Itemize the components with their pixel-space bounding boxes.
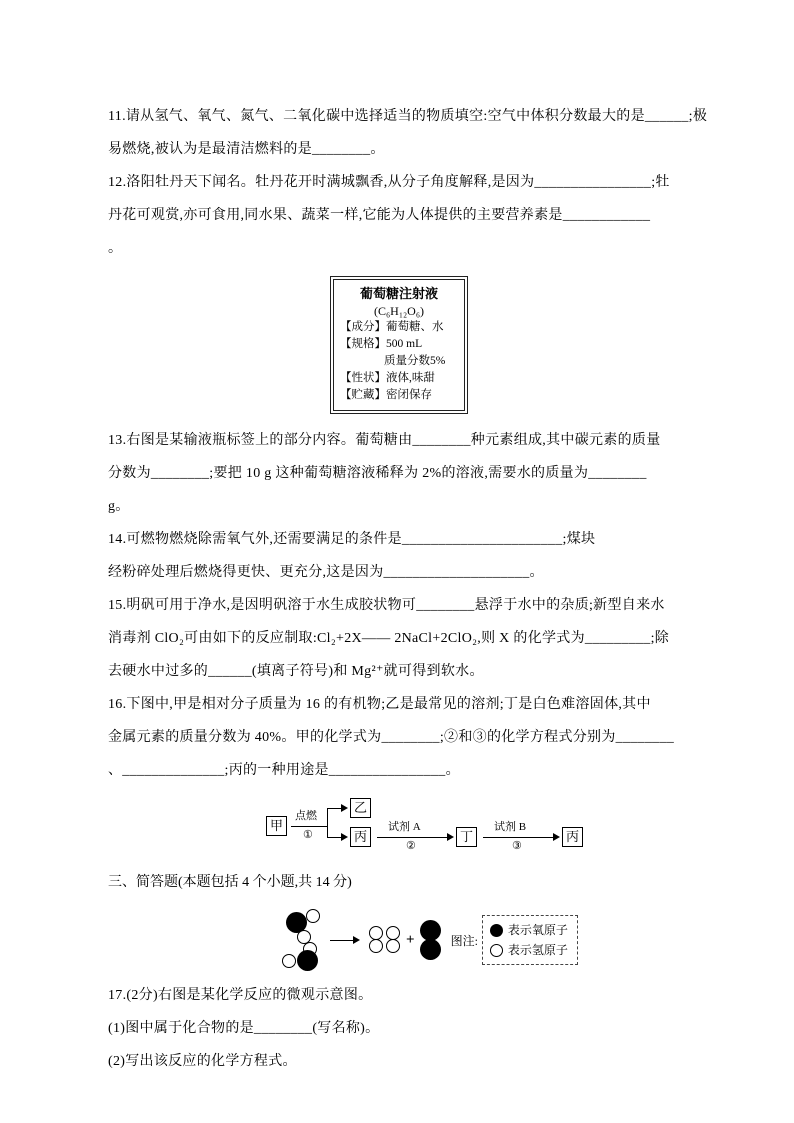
- glucose-label-row-concentration: 质量分数5%: [384, 355, 446, 367]
- legend-oxygen-text: 表示氧原子: [507, 923, 568, 937]
- reaction-arrow-icon: [330, 935, 360, 945]
- flow-arrowhead-yi: [341, 804, 348, 812]
- reaction-arrow-line: [330, 940, 354, 941]
- flow-box-yi: 乙: [350, 798, 371, 818]
- legend-row-hydrogen: [490, 940, 568, 960]
- flow-arrowhead-ding: [447, 833, 454, 841]
- question-16-line-2: 金属元素的质量分数为 40%。甲的化学式为________;②和③的化学方程式分别为________: [108, 730, 675, 745]
- product-hydrogen-molecules: [368, 925, 401, 955]
- flow-branch-line: [327, 808, 328, 837]
- glucose-label-card: [333, 279, 465, 411]
- oxygen-atom-icon: [420, 939, 441, 960]
- legend-caption: 图注:: [450, 933, 478, 948]
- question-17-line-3: (2)写出该反应的化学方程式。: [108, 1054, 297, 1069]
- product-oxygen-molecule: [420, 920, 441, 960]
- micro-reaction-diagram: [280, 907, 690, 973]
- oxygen-atom-legend-icon: [490, 924, 503, 937]
- question-14-line-2: 经粉碎处理后燃烧得更快、更充分,这是因为____________________。: [108, 565, 544, 580]
- question-15-line-2: 消毒剂 ClO₂可由如下的反应制取:Cl₂+2X—— 2NaCl+2ClO₂,则 X 的化学式为_________;除: [108, 631, 670, 646]
- glucose-label-figure: [108, 276, 690, 414]
- hydrogen-atom-icon: [369, 939, 383, 953]
- flow-box-ding: 丁: [456, 827, 477, 847]
- flow-line-ignite: [291, 826, 327, 827]
- question-14: [108, 523, 690, 589]
- question-13-line-2: 分数为________;要把 10 g 这种葡萄糖溶液稀释为 2%的溶液,需要水的质量为________: [108, 466, 647, 481]
- flow-line-to-bing: [327, 837, 342, 838]
- flow-line-to-yi: [327, 808, 342, 809]
- oxygen-atom-icon: [420, 920, 441, 941]
- substance-flow-diagram: [266, 799, 588, 857]
- question-15: [108, 589, 690, 688]
- legend-box: [482, 915, 578, 965]
- oxygen-atom-icon: [297, 950, 318, 971]
- glucose-label-title: 葡萄糖注射液: [359, 286, 438, 301]
- hydrogen-atom-icon: [369, 926, 383, 940]
- flow-line-reagent-a: [377, 837, 448, 838]
- legend-hydrogen-text: 表示氢原子: [507, 943, 568, 957]
- glucose-label-row-property: 【性状】液体,味甜: [340, 372, 435, 384]
- reactant-water-molecules: [280, 908, 326, 972]
- question-17-line-1: 17.(2分)右图是某化学反应的微观示意图。: [108, 988, 373, 1003]
- glucose-label-outer-border: [330, 276, 468, 414]
- question-12: [108, 166, 690, 265]
- glucose-label-row-ingredient: 【成分】葡萄糖、水: [340, 321, 444, 333]
- flow-box-bing-1: 丙: [350, 827, 371, 847]
- question-16: [108, 688, 690, 787]
- question-11-line-2: 易燃烧,被认为是最清洁燃料的是________。: [108, 142, 385, 157]
- glucose-label-row-storage: 【贮藏】密闭保存: [340, 389, 432, 401]
- section-3-header: 三、简答题(本题包括 4 个小题,共 14 分): [108, 875, 352, 890]
- question-13: [108, 424, 690, 523]
- question-15-line-1: 15.明矾可用于净水,是因明矾溶于水生成胶状物可________悬浮于水中的杂质;新型自来水: [108, 598, 665, 613]
- hydrogen-atom-icon: [282, 954, 296, 968]
- question-16-line-3: 、______________;丙的一种用途是________________。: [108, 763, 460, 778]
- flow-arrowhead-bing: [341, 833, 348, 841]
- question-17: [108, 979, 690, 1078]
- reaction-arrowhead: [353, 936, 360, 944]
- flow-label-ignite: 点燃: [295, 810, 317, 822]
- flow-label-reagent-b: 试剂 B: [494, 821, 527, 833]
- hydrogen-atom-icon: [306, 909, 320, 923]
- glucose-label-row-spec: 【规格】500 mL: [340, 338, 423, 350]
- question-12-line-2: 丹花可观赏,亦可食用,同水果、蔬菜一样,它能为人体提供的主要营养素是____________: [108, 208, 651, 223]
- question-17-line-2: (1)图中属于化合物的是________(写名称)。: [108, 1021, 380, 1036]
- question-13-line-3: g。: [108, 499, 130, 514]
- plus-sign: +: [406, 931, 415, 948]
- question-12-line-1: 12.洛阳牡丹天下闻名。牡丹花开时满城飘香,从分子角度解释,是因为________________;牡: [108, 175, 670, 190]
- flow-box-bing-2: 丙: [562, 827, 583, 847]
- hydrogen-atom-icon: [386, 939, 400, 953]
- flow-label-step-2: ②: [406, 840, 416, 852]
- question-14-line-1: 14.可燃物燃烧除需氧气外,还需要满足的条件是______________________;煤块: [108, 532, 596, 547]
- flow-arrowhead-bing-2: [553, 833, 560, 841]
- hydrogen-atom-legend-icon: [490, 944, 503, 957]
- question-11: [108, 100, 708, 166]
- flow-label-step-1: ①: [303, 829, 313, 841]
- flow-line-reagent-b: [483, 837, 554, 838]
- glucose-label-formula: (C₆H₁₂O₆): [373, 304, 425, 318]
- question-16-line-1: 16.下图中,甲是相对分子质量为 16 的有机物;乙是最常见的溶剂;丁是白色难溶固体,其中: [108, 697, 651, 712]
- question-13-line-1: 13.右图是某输液瓶标签上的部分内容。葡萄糖由________种元素组成,其中碳元素的质量: [108, 433, 661, 448]
- flow-box-jia: 甲: [266, 816, 287, 836]
- legend-row-oxygen: [490, 920, 568, 940]
- flow-label-reagent-a: 试剂 A: [388, 821, 421, 833]
- question-11-line-1: 11.请从氢气、氧气、氮气、二氧化碳中选择适当的物质填空:空气中体积分数最大的是______;极: [108, 109, 708, 124]
- question-15-line-3: 去硬水中过多的______(填离子符号)和 Mg²⁺就可得到软水。: [108, 664, 484, 679]
- question-12-line-3: 。: [108, 241, 123, 256]
- flow-label-step-3: ③: [512, 840, 522, 852]
- hydrogen-atom-icon: [386, 926, 400, 940]
